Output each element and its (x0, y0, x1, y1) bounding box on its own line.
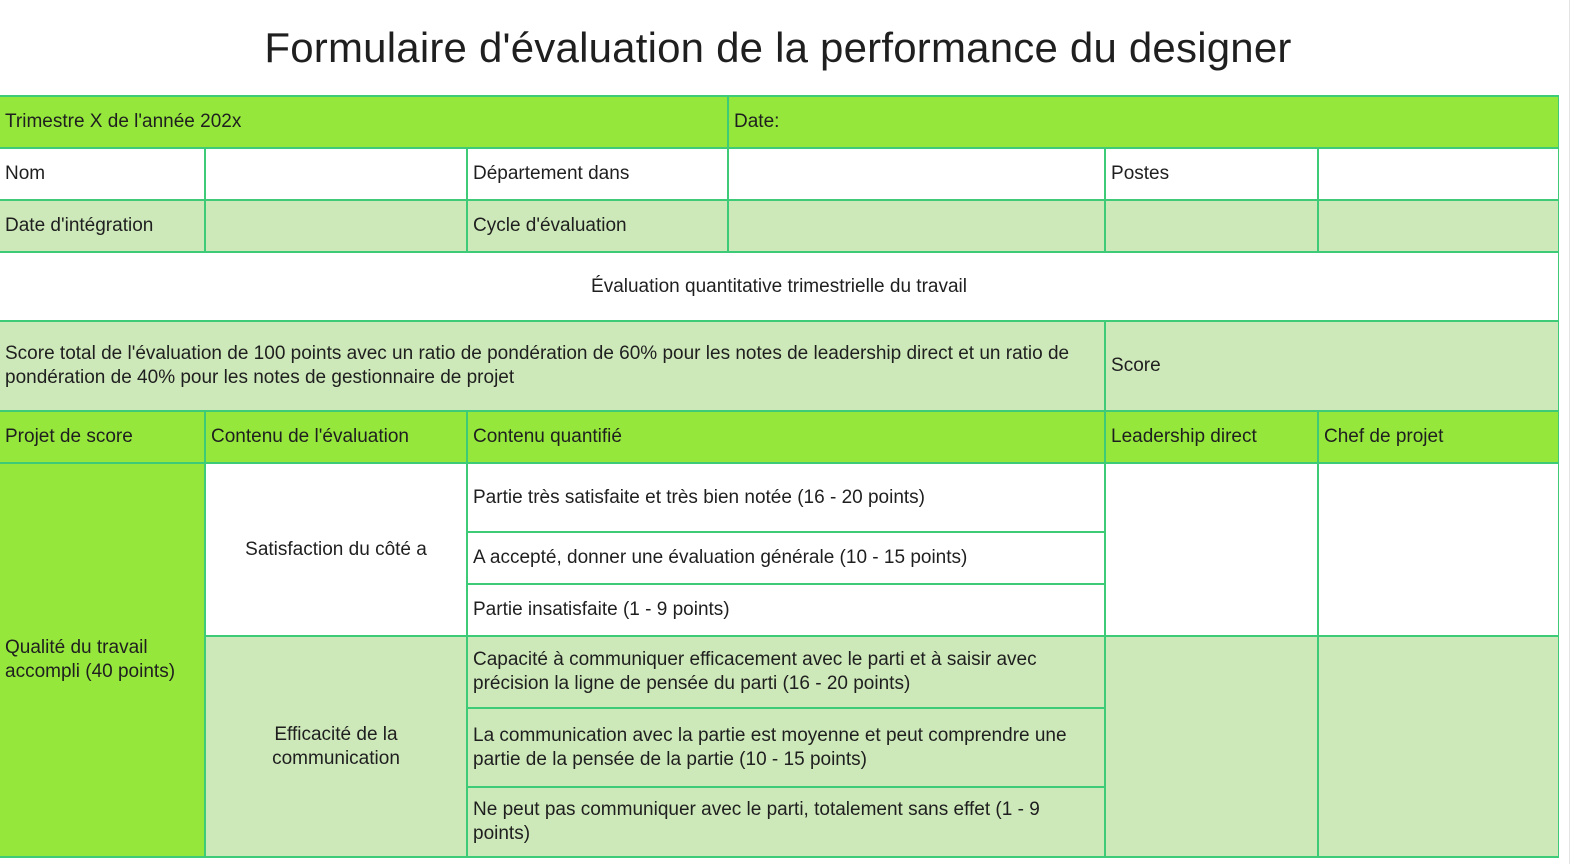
column-header-manager: Chef de projet (1318, 411, 1559, 463)
integration-label: Date d'intégration (0, 200, 205, 252)
section-heading-row (0, 252, 1559, 321)
direct-score-cell[interactable] (1105, 636, 1318, 857)
criterion-cell: Partie très satisfaite et très bien notée (16 - 20 points) (467, 463, 1105, 532)
note-row (0, 321, 1559, 411)
criterion-cell: A accepté, donner une évaluation générale (10 - 15 points) (467, 532, 1105, 584)
criterion-cell: La communication avec la partie est moyenne et peut comprendre une partie de la pensée de la partie (10 - 15 points) (467, 708, 1105, 787)
empty-cell[interactable] (1318, 200, 1559, 252)
manager-score-cell[interactable] (1318, 636, 1559, 857)
table-row (0, 463, 1559, 532)
name-label: Nom (0, 148, 205, 200)
department-value-cell[interactable] (728, 148, 1105, 200)
date-cell[interactable]: Date: (728, 96, 1559, 148)
empty-cell[interactable] (1105, 200, 1318, 252)
cycle-label: Cycle d'évaluation (467, 200, 728, 252)
weighting-note: Score total de l'évaluation de 100 points avec un ratio de pondération de 60% pour les notes de leadership direct et un ratio de pondération de 40% pour les notes de gestionnaire de projet (0, 321, 1105, 411)
column-header-row (0, 411, 1559, 463)
direct-score-cell[interactable] (1105, 463, 1318, 636)
position-value-cell[interactable] (1318, 148, 1559, 200)
gridline (1569, 0, 1570, 864)
header-row (0, 96, 1559, 148)
column-header-content: Contenu de l'évaluation (205, 411, 467, 463)
name-value-cell[interactable] (205, 148, 467, 200)
column-header-quantified: Contenu quantifié (467, 411, 1105, 463)
quarter-cell[interactable]: Trimestre X de l'année 202x (0, 96, 728, 148)
sheet-margin (1559, 0, 1580, 864)
manager-score-cell[interactable] (1318, 463, 1559, 636)
column-header-project: Projet de score (0, 411, 205, 463)
group-label-satisfaction: Satisfaction du côté a (205, 463, 467, 636)
evaluation-table (0, 95, 1560, 858)
integration-row (0, 200, 1559, 252)
table-row (0, 636, 1559, 708)
form-title: Formulaire d'évaluation de la performance du designer (264, 24, 1292, 71)
section-heading: Évaluation quantitative trimestrielle du travail (0, 252, 1559, 321)
category-cell: Qualité du travail accompli (40 points) (0, 463, 205, 857)
position-label: Postes (1105, 148, 1318, 200)
column-header-direct: Leadership direct (1105, 411, 1318, 463)
score-label: Score (1105, 321, 1559, 411)
criterion-cell: Ne peut pas communiquer avec le parti, totalement sans effet (1 - 9 points) (467, 787, 1105, 857)
department-label: Département dans (467, 148, 728, 200)
criterion-cell: Partie insatisfaite (1 - 9 points) (467, 584, 1105, 636)
group-label-communication: Efficacité de la communication (205, 636, 467, 857)
criterion-cell: Capacité à communiquer efficacement avec le parti et à saisir avec précision la ligne de pensée du parti (16 - 20 points) (467, 636, 1105, 708)
name-row (0, 148, 1559, 200)
integration-value-cell[interactable] (205, 200, 467, 252)
cycle-value-cell[interactable] (728, 200, 1105, 252)
